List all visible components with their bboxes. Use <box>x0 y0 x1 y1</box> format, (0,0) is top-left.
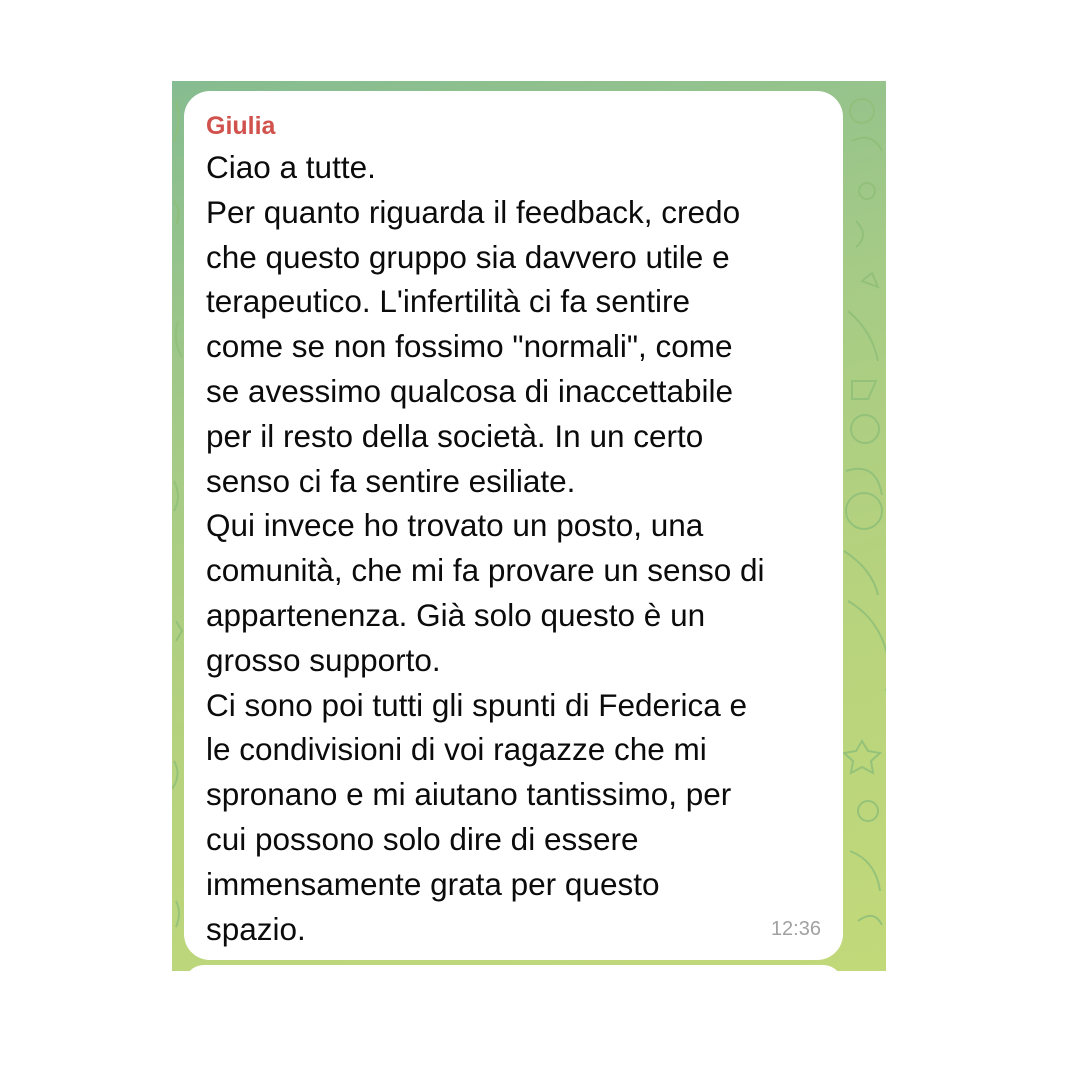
message-line: Per quanto riguarda il feedback, credo <box>206 193 741 230</box>
message-line: comunità, che mi fa provare un senso di <box>206 552 765 589</box>
message-line: che questo gruppo sia davvero utile e <box>206 238 730 275</box>
message-line: Ci sono poi tutti gli spunti di Federica e <box>206 686 748 723</box>
sender-name[interactable]: Giulia <box>206 112 276 140</box>
message-line: le condivisioni di voi ragazze che mi <box>206 731 707 768</box>
message-line: senso ci fa sentire esiliate. <box>206 462 576 499</box>
message-line: spazio. <box>206 910 306 947</box>
message-line: Ciao a tutte. <box>206 149 376 185</box>
message-line: come se non fossimo "normali", come <box>206 328 733 365</box>
message-line: spronano e mi aiutano tantissimo, per <box>206 776 732 813</box>
message-line: grosso supporto. <box>206 641 441 678</box>
next-message-bubble[interactable] <box>184 965 843 971</box>
message-bubble[interactable] <box>184 91 843 960</box>
message-timestamp: 12:36 <box>770 918 821 940</box>
message-line: immensamente grata per questo <box>206 865 660 902</box>
message-line: se avessimo qualcosa di inaccettabile <box>206 372 734 409</box>
message-line: cui possono solo dire di essere <box>206 820 639 857</box>
message-line: appartenenza. Già solo questo è un <box>206 596 706 633</box>
chat-wallpaper <box>172 81 886 971</box>
message-text <box>206 145 823 951</box>
message-line: terapeutico. L'infertilità ci fa sentire <box>206 283 691 320</box>
message-line: Qui invece ho trovato un posto, una <box>206 507 704 544</box>
message-line: per il resto della società. In un certo <box>206 417 704 454</box>
